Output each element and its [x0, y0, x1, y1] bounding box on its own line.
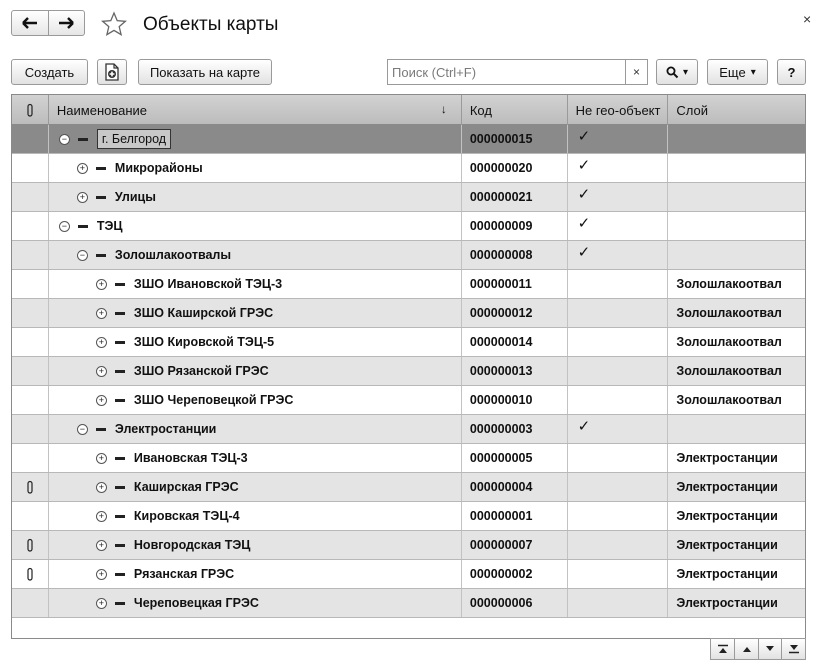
search-options-button[interactable]	[656, 59, 698, 85]
not-geo-cell	[568, 241, 669, 269]
name-cell	[49, 531, 462, 559]
row-name: г. Белгород	[97, 129, 171, 149]
column-header-layer[interactable]: Слой	[676, 102, 708, 118]
layer-cell: Золошлакоотвал	[676, 306, 782, 320]
copy-button[interactable]	[97, 59, 127, 85]
table-row[interactable]	[12, 270, 805, 299]
page-title: Объекты карты	[143, 14, 279, 35]
expand-icon[interactable]: +	[96, 540, 107, 551]
group-marker-icon	[115, 283, 125, 286]
name-cell	[49, 299, 462, 327]
row-name: Улицы	[114, 190, 156, 204]
name-cell	[49, 125, 462, 153]
group-marker-icon	[115, 457, 125, 460]
attachment-cell	[12, 502, 49, 530]
row-name: Рязанская ГРЭС	[133, 567, 235, 581]
attachment-cell	[12, 531, 49, 559]
group-marker-icon	[96, 167, 106, 170]
table-row[interactable]	[12, 589, 805, 618]
document-plus-icon	[104, 63, 120, 81]
checkmark-icon: ✓	[577, 244, 591, 261]
chevron-down-icon: ▾	[682, 66, 689, 78]
name-cell	[49, 444, 462, 472]
not-geo-cell	[568, 444, 669, 472]
magnifier-icon	[666, 66, 679, 79]
table-row[interactable]	[12, 241, 805, 270]
group-marker-icon	[115, 370, 125, 373]
attachment-cell	[12, 241, 49, 269]
row-name: Новгородская ТЭЦ	[133, 538, 251, 552]
group-marker-icon	[115, 602, 125, 605]
layer-cell	[668, 415, 805, 443]
name-cell	[49, 415, 462, 443]
not-geo-cell	[568, 328, 669, 356]
attachment-cell	[12, 299, 49, 327]
row-name: Череповецкая ГРЭС	[133, 596, 259, 610]
code-cell: 000000009	[462, 212, 568, 240]
attachment-cell	[12, 473, 49, 501]
go-prev-icon	[741, 644, 753, 654]
layer-cell	[668, 154, 805, 182]
layer-cell	[668, 183, 805, 211]
show-on-map-button[interactable]: Показать на карте	[138, 59, 272, 85]
collapse-icon[interactable]: −	[77, 250, 88, 261]
group-marker-icon	[115, 515, 125, 518]
close-icon[interactable]: ×	[803, 11, 812, 27]
row-name: Микрорайоны	[114, 161, 203, 175]
expand-icon[interactable]: +	[77, 192, 88, 203]
table-row[interactable]	[12, 183, 805, 212]
go-last-icon	[788, 644, 800, 654]
search-clear-button[interactable]: ×	[625, 60, 647, 84]
code-cell: 000000010	[462, 386, 568, 414]
column-header-not-geo[interactable]: Не гео-объект	[568, 95, 669, 125]
name-cell	[49, 473, 462, 501]
not-geo-cell	[568, 357, 669, 385]
forward-arrow-icon	[57, 16, 75, 30]
row-name: ЗШО Кировской ТЭЦ-5	[133, 335, 275, 349]
not-geo-cell	[568, 270, 669, 298]
code-cell: 000000004	[462, 473, 568, 501]
row-name: Кировская ТЭЦ-4	[133, 509, 240, 523]
not-geo-cell	[568, 386, 669, 414]
row-name: Электростанции	[114, 422, 217, 436]
code-cell: 000000020	[462, 154, 568, 182]
code-cell: 000000002	[462, 560, 568, 588]
expand-icon[interactable]: +	[96, 337, 107, 348]
column-header-code[interactable]: Код	[462, 95, 568, 125]
row-name: ТЭЦ	[96, 219, 123, 233]
row-name: ЗШО Ивановской ТЭЦ-3	[133, 277, 283, 291]
title-bar	[0, 0, 825, 52]
group-marker-icon	[115, 544, 125, 547]
code-cell: 000000021	[462, 183, 568, 211]
expand-icon[interactable]: +	[96, 482, 107, 493]
layer-cell: Электростанции	[676, 480, 778, 494]
not-geo-cell	[568, 502, 669, 530]
layer-cell: Золошлакоотвал	[676, 277, 782, 291]
checkmark-icon: ✓	[577, 215, 591, 232]
layer-cell: Золошлакоотвал	[676, 335, 782, 349]
table-row[interactable]	[12, 299, 805, 328]
name-cell	[49, 183, 462, 211]
sort-descending-icon: ↓	[440, 102, 447, 116]
table-row[interactable]	[12, 357, 805, 386]
go-last-button[interactable]	[781, 639, 805, 659]
expand-icon[interactable]: +	[77, 163, 88, 174]
column-header-name[interactable]	[49, 95, 462, 125]
row-name: ЗШО Каширской ГРЭС	[133, 306, 274, 320]
checkmark-icon: ✓	[577, 157, 591, 174]
go-first-button[interactable]	[711, 639, 734, 659]
group-marker-icon	[115, 312, 125, 315]
name-cell	[49, 270, 462, 298]
go-first-icon	[717, 644, 729, 654]
group-marker-icon	[96, 254, 106, 257]
name-cell	[49, 154, 462, 182]
code-cell: 000000001	[462, 502, 568, 530]
create-button[interactable]: Создать	[11, 59, 88, 85]
layer-cell: Золошлакоотвал	[676, 393, 782, 407]
attachment-cell	[12, 357, 49, 385]
attachment-cell	[12, 444, 49, 472]
help-button[interactable]: ?	[777, 59, 806, 85]
code-cell: 000000015	[462, 125, 568, 153]
table-row[interactable]	[12, 154, 805, 183]
list-navigation	[710, 638, 806, 660]
table-body	[12, 125, 805, 618]
name-cell	[49, 502, 462, 530]
group-marker-icon	[78, 138, 88, 141]
table-row[interactable]	[12, 386, 805, 415]
column-header-attachment[interactable]	[12, 95, 49, 125]
row-name: ЗШО Рязанской ГРЭС	[133, 364, 269, 378]
expand-icon[interactable]: +	[96, 366, 107, 377]
group-marker-icon	[115, 399, 125, 402]
not-geo-cell	[568, 183, 669, 211]
star-icon[interactable]	[101, 11, 127, 37]
layer-cell	[668, 241, 805, 269]
table-row[interactable]	[12, 328, 805, 357]
name-cell	[49, 589, 462, 617]
not-geo-cell	[568, 415, 669, 443]
not-geo-cell	[568, 154, 669, 182]
name-cell	[49, 241, 462, 269]
attachment-cell	[12, 212, 49, 240]
paperclip-icon	[26, 567, 34, 581]
code-cell: 000000011	[462, 270, 568, 298]
layer-cell: Электростанции	[676, 596, 778, 610]
group-marker-icon	[115, 573, 125, 576]
back-arrow-icon	[21, 16, 39, 30]
attachment-cell	[12, 589, 49, 617]
not-geo-cell	[568, 299, 669, 327]
paperclip-icon	[26, 480, 34, 494]
go-next-icon	[764, 644, 776, 654]
group-marker-icon	[115, 486, 125, 489]
not-geo-cell	[568, 473, 669, 501]
back-button[interactable]	[12, 11, 48, 35]
go-next-button[interactable]	[758, 639, 782, 659]
collapse-icon[interactable]: −	[59, 221, 70, 232]
expand-icon[interactable]: +	[96, 598, 107, 609]
collapse-icon[interactable]: −	[59, 134, 70, 145]
code-cell: 000000007	[462, 531, 568, 559]
layer-cell: Электростанции	[676, 451, 778, 465]
layer-cell	[668, 125, 805, 153]
collapse-icon[interactable]: −	[77, 424, 88, 435]
not-geo-cell	[568, 212, 669, 240]
code-cell: 000000003	[462, 415, 568, 443]
chevron-down-icon: ▾	[750, 66, 756, 78]
layer-cell: Электростанции	[676, 538, 778, 552]
go-prev-button[interactable]	[734, 639, 758, 659]
layer-cell: Золошлакоотвал	[676, 364, 782, 378]
attachment-cell	[12, 154, 49, 182]
table-row[interactable]	[12, 560, 805, 589]
checkmark-icon: ✓	[577, 418, 591, 435]
column-header-name-label: Наименование	[56, 102, 148, 118]
paperclip-icon	[26, 103, 34, 117]
not-geo-cell	[568, 125, 669, 153]
attachment-cell	[12, 386, 49, 414]
forward-button[interactable]	[48, 11, 84, 35]
group-marker-icon	[96, 428, 106, 431]
row-name: ЗШО Череповецкой ГРЭС	[133, 393, 294, 407]
expand-icon[interactable]: +	[96, 453, 107, 464]
objects-table	[11, 94, 806, 639]
code-cell: 000000005	[462, 444, 568, 472]
expand-icon[interactable]: +	[96, 511, 107, 522]
expand-icon[interactable]: +	[96, 308, 107, 319]
group-marker-icon	[115, 341, 125, 344]
table-row[interactable]	[12, 502, 805, 531]
code-cell: 000000012	[462, 299, 568, 327]
attachment-cell	[12, 328, 49, 356]
code-cell: 000000006	[462, 589, 568, 617]
row-name: Каширская ГРЭС	[133, 480, 239, 494]
expand-icon[interactable]: +	[96, 279, 107, 290]
layer-cell: Электростанции	[676, 567, 778, 581]
not-geo-cell	[568, 589, 669, 617]
row-name: Ивановская ТЭЦ-3	[133, 451, 248, 465]
more-button[interactable]	[707, 59, 768, 85]
layer-cell: Электростанции	[676, 509, 778, 523]
paperclip-icon	[26, 538, 34, 552]
name-cell	[49, 560, 462, 588]
search-input[interactable]	[388, 61, 625, 83]
attachment-cell	[12, 560, 49, 588]
layer-cell	[668, 212, 805, 240]
row-name: Золошлакоотвалы	[114, 248, 232, 262]
more-label: Еще	[719, 64, 746, 80]
code-cell: 000000014	[462, 328, 568, 356]
table-row[interactable]	[12, 415, 805, 444]
checkmark-icon: ✓	[577, 186, 591, 203]
name-cell	[49, 386, 462, 414]
table-row[interactable]	[12, 473, 805, 502]
search-box	[387, 59, 648, 85]
expand-icon[interactable]: +	[96, 395, 107, 406]
expand-icon[interactable]: +	[96, 569, 107, 580]
code-cell: 000000008	[462, 241, 568, 269]
history-nav	[11, 10, 85, 36]
table-row[interactable]	[12, 125, 805, 154]
attachment-cell	[12, 270, 49, 298]
name-cell	[49, 328, 462, 356]
code-cell: 000000013	[462, 357, 568, 385]
group-marker-icon	[78, 225, 88, 228]
not-geo-cell	[568, 560, 669, 588]
table-row[interactable]	[12, 212, 805, 241]
table-header	[12, 95, 805, 125]
attachment-cell	[12, 183, 49, 211]
name-cell	[49, 212, 462, 240]
group-marker-icon	[96, 196, 106, 199]
checkmark-icon: ✓	[577, 128, 591, 145]
attachment-cell	[12, 415, 49, 443]
not-geo-cell	[568, 531, 669, 559]
table-row[interactable]	[12, 531, 805, 560]
attachment-cell	[12, 125, 49, 153]
table-row[interactable]	[12, 444, 805, 473]
name-cell	[49, 357, 462, 385]
